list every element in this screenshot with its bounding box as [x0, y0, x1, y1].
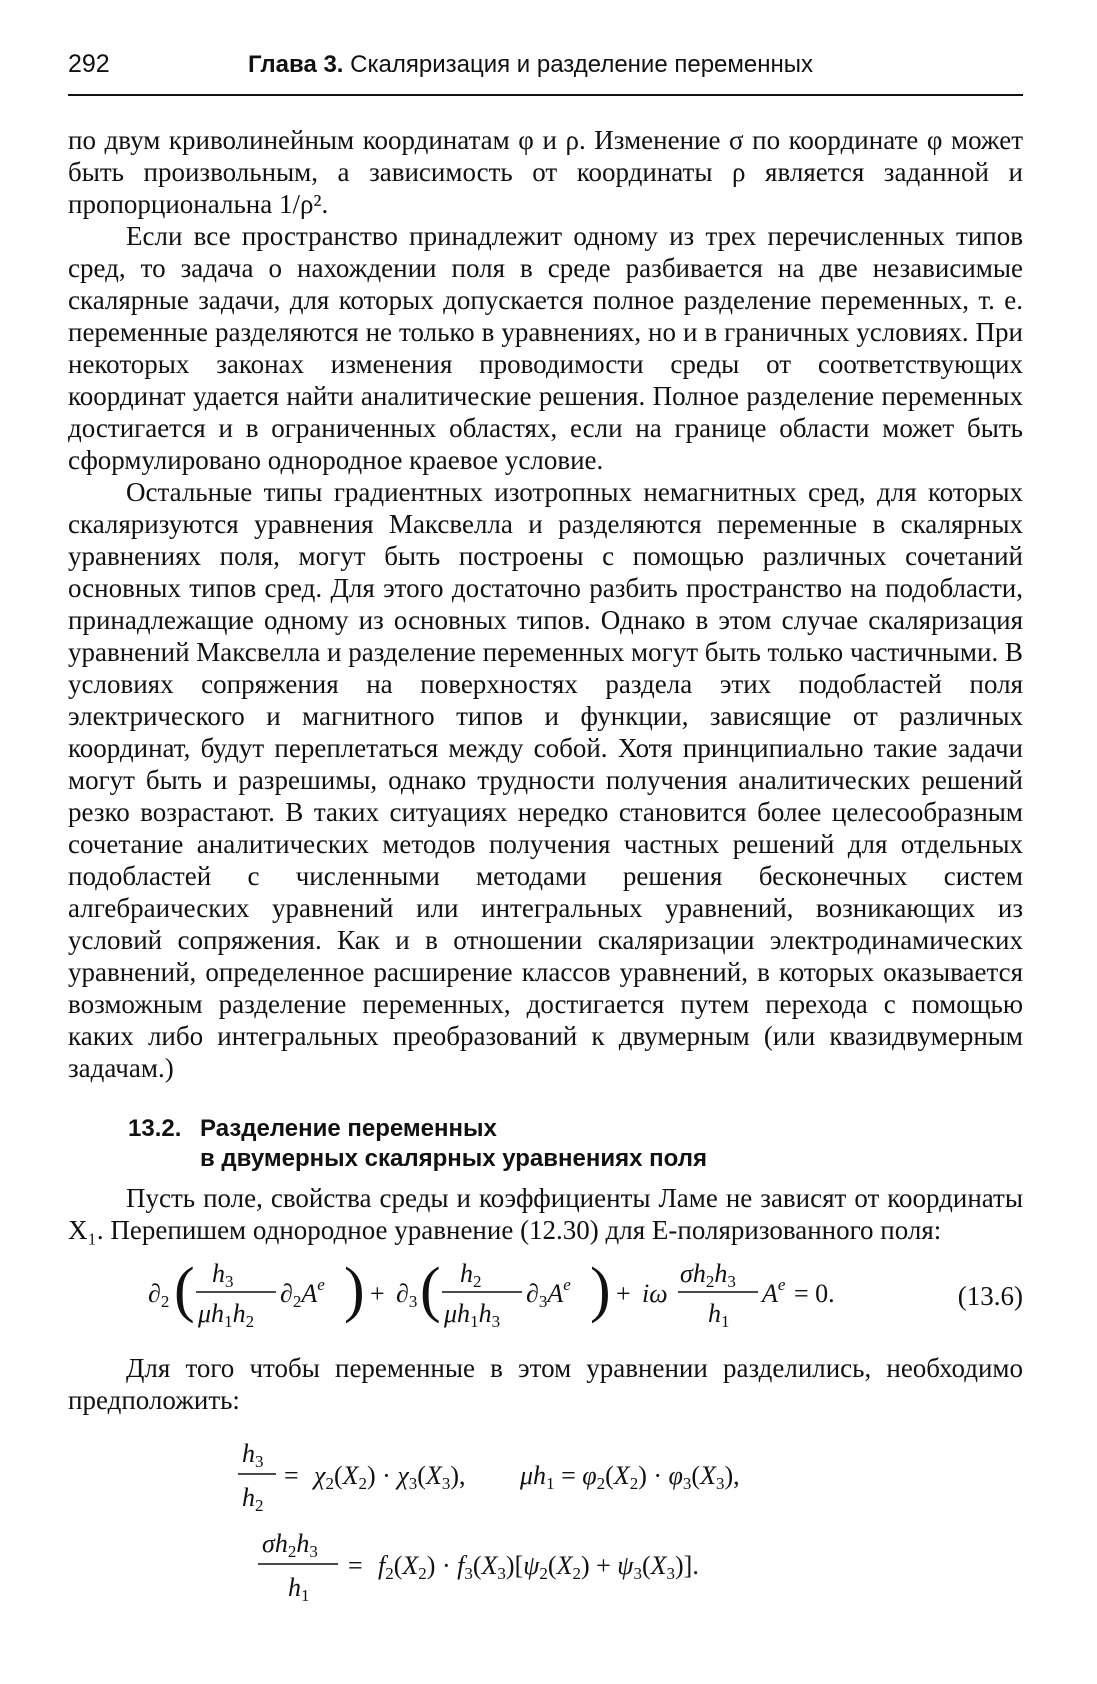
svg-text:+: + — [616, 1279, 631, 1308]
chapter-label: Глава 3. — [248, 51, 344, 78]
svg-text:h3: h3 — [212, 1259, 234, 1291]
svg-text:f2(X2) · f3(X3)[ψ2(X2) + ψ3(X3: f2(X2) · f3(X3)[ψ2(X2) + ψ3(X3)]. — [378, 1551, 699, 1583]
svg-text:= 0.: = 0. — [794, 1279, 835, 1308]
running-head — [248, 51, 813, 79]
equation-13-6 — [68, 1258, 1023, 1336]
paragraph-3: Остальные типы градиентных изотропных немагнитных сред, для которых скаляризуются уравнения Максвелла и разделяются переменные в скалярных уравнениях поля, могут быть построены с помощью различных сочетаний основных типов сред. Для этого достаточно разбить пространство на подобласти, принадлежащие одному из основных типов. Однако в этом случае скаляризация уравнений Максвелла и разделение переменных могут быть только частичными. В условиях сопряжения на поверхностях раздела этих подобластей поля электрического и магнитного типов и функции, зависящие от различных координат, будут переплетаться между собой. Хотя принципиально такие задачи могут быть и разрешимы, однако трудности получения аналитических решений резко возрастают. В таких ситуациях нередко становится более целесообразным сочетание аналитических методов получения частных решений для отдельных подобластей с численными методами решения бесконечных систем алгебраических уравнений или интегральных уравнений, возникающих из условий сопряжения. Как и в отношении скаляризации электродинамических уравнений, определенное расширение классов уравнений, в которых оказывается возможным разделение переменных, достигается путем перехода с помощью каких либо интегральных преобразований к двумерным (или квазидвумерным задачам.) — [68, 477, 1023, 1083]
svg-text:σh2h3: σh2h3 — [680, 1259, 736, 1291]
svg-text:=: = — [348, 1551, 363, 1580]
page-number: 292 — [68, 50, 110, 78]
svg-text:σh2h3: σh2h3 — [262, 1529, 318, 1561]
equation-number: (13.6) — [957, 1281, 1023, 1311]
separation-conditions-formula — [238, 1434, 858, 1634]
svg-text:+: + — [370, 1279, 385, 1308]
chapter-title: Скаляризация и разделение переменных — [350, 51, 813, 78]
svg-text:=: = — [284, 1461, 299, 1490]
svg-text:h3: h3 — [242, 1439, 264, 1471]
svg-text:(: ( — [420, 1258, 441, 1324]
equation-system — [68, 1434, 1023, 1634]
page — [68, 50, 1023, 1634]
svg-text:∂3: ∂3 — [396, 1279, 418, 1311]
svg-text:∂2: ∂2 — [148, 1279, 170, 1311]
svg-text:χ2(X2) · χ3(X3),: χ2(X2) · χ3(X3), — [314, 1461, 466, 1493]
svg-text:): ) — [590, 1258, 611, 1324]
running-header — [68, 50, 1023, 96]
svg-text:): ) — [344, 1258, 365, 1324]
svg-text:h1: h1 — [288, 1573, 310, 1605]
svg-text:h1: h1 — [708, 1299, 730, 1331]
section-heading — [128, 1114, 1023, 1174]
svg-text:Ae: $A^e$ — [762, 1275, 786, 1308]
paragraph-5: Для того чтобы переменные в этом уравнении разделились, необходимо предположить: — [68, 1353, 1023, 1415]
svg-text:μh1 = φ2(X2) · φ3(X3),: μh1 = φ2(X2) · φ3(X3), — [520, 1461, 740, 1493]
svg-text:h2: h2 — [460, 1259, 482, 1291]
paragraph-4: Пусть поле, свойства среды и коэффициенты Ламе не зависят от координаты X₁. Перепишем однородное уравнение (12.30) для E-поляризованного поля: — [68, 1183, 1023, 1245]
section-title-line1: Разделение переменных — [200, 1115, 497, 1142]
svg-text:(: ( — [174, 1258, 195, 1324]
body-text — [68, 124, 1023, 1634]
svg-text:h2: h2 — [242, 1483, 264, 1515]
equation-13-6-formula — [148, 1258, 908, 1336]
svg-text:∂3Ae: $\partial 3A^e$ — [526, 1275, 571, 1311]
section-number: 13.2. — [128, 1115, 182, 1142]
svg-text:μh1h3: μh1h3 — [444, 1299, 501, 1331]
paragraph-2: Если все пространство принадлежит одному из трех перечисленных типов сред, то задача о нахождении поля в среде разбивается на две независимые скалярные задачи, для которых допускается полное разделение переменных, т. е. переменные разделяются не только в уравнениях, но и в граничных условиях. При некоторых законах изменения проводимости среды от соответствующих координат удается найти аналитические решения. Полное разделение переменных достигается и в ограниченных областях, если на границе области может быть сформулировано однородное краевое условие. — [68, 221, 1023, 475]
svg-text:μh1h2: μh1h2 — [198, 1299, 255, 1331]
paragraph-1: по двум криволинейным координатам φ и ρ. Изменение σ по координате φ может быть произвольным, а зависимость от координаты ρ является заданной и пропорциональна 1/ρ². — [68, 125, 1023, 219]
svg-text:iω: iω — [642, 1279, 668, 1308]
svg-text:∂2Ae: $\partial 2A^e$ — [280, 1275, 325, 1311]
section-title-line2: в двумерных скалярных уравнениях поля — [200, 1145, 707, 1172]
